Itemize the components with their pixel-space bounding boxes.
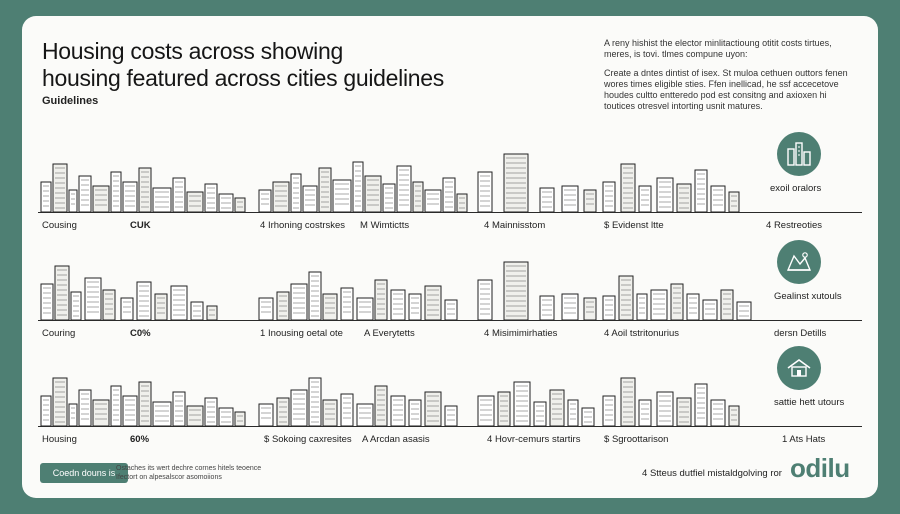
row-baseline	[38, 320, 862, 321]
city-label: M Wimtictts	[360, 220, 410, 231]
city-label: 4 Hovr-cemurs startirs	[487, 434, 581, 445]
skyline-2	[258, 146, 470, 212]
map-grid-icon	[777, 240, 821, 284]
skyline-drawing	[602, 360, 742, 426]
building-shape	[153, 402, 171, 426]
row-label: Couring	[42, 328, 76, 339]
intro-paragraph-1: A reny hishist the elector minlitactioung otitit costs tirtues, meres, is tovi. tlmes compune uyon:	[604, 38, 832, 59]
city-label: $ Evidenst ltte	[604, 220, 664, 231]
city-label: dersn Detills	[774, 328, 827, 339]
building-shape	[445, 406, 457, 426]
building-shape	[514, 382, 530, 426]
city-label: $ Sgroottarison	[604, 434, 669, 445]
building-shape	[445, 300, 457, 320]
city-label: A Arcdan asasis	[362, 434, 430, 445]
skyline-drawing	[40, 146, 248, 212]
city-label: $ Sokoing caxresites	[264, 434, 352, 445]
skyline-4	[602, 360, 742, 426]
building-shape	[259, 190, 271, 212]
intro-paragraph-2: Create a dntes dintist of isex. St muloa cethuen outtors fenen wores times eligible sties. Ffen inellicad, he ssf accecetove houdes cultto entteredo pod est consitng and axioxen hi toutices otresvel intorting usnit matures.	[604, 68, 848, 111]
row-baseline	[38, 426, 862, 427]
building-shape	[341, 394, 353, 426]
building-shape	[695, 384, 707, 426]
skyline-drawing	[477, 360, 597, 426]
building-shape	[391, 396, 405, 426]
building-shape	[123, 396, 137, 426]
skyline-drawing	[40, 360, 248, 426]
building-shape	[357, 404, 373, 426]
city-label: 1 Inousing oetal ote	[260, 328, 343, 339]
skyline-2	[258, 360, 460, 426]
city-label: A Everytetts	[364, 328, 415, 339]
row-label: Cousing	[42, 220, 77, 231]
building-shape	[391, 290, 405, 320]
building-shape	[41, 182, 51, 212]
skyline-drawing	[602, 254, 754, 320]
city-label: 4 Misimimirhaties	[484, 328, 558, 339]
row-baseline	[38, 212, 862, 213]
intro-text	[604, 38, 856, 120]
building-shape	[353, 162, 363, 212]
building-shape	[584, 298, 596, 320]
skyline-4	[602, 254, 754, 320]
building-shape	[729, 406, 739, 426]
building-shape	[273, 182, 289, 212]
skyline-drawing	[477, 146, 599, 212]
row-value: CUK	[130, 220, 151, 231]
building-shape	[603, 182, 615, 212]
building-shape	[413, 182, 423, 212]
city-row-1	[22, 146, 878, 238]
building-shape	[651, 290, 667, 320]
skyline-1	[40, 146, 248, 212]
building-shape	[291, 284, 307, 320]
building-shape	[540, 296, 554, 320]
building-shape	[584, 190, 596, 212]
building-shape	[721, 290, 733, 320]
building-shape	[671, 284, 683, 320]
city-label: 4 Aoil tstritonurius	[604, 328, 679, 339]
footer-tagline: 4 Stteus dutfiel mistaldgolving ror	[642, 468, 782, 479]
badge-label: sattie hett utours	[774, 397, 845, 408]
skyline-drawing	[258, 146, 470, 212]
building-shape	[550, 390, 564, 426]
building-shape	[540, 188, 554, 212]
city-label: 4 Irhoning costrskes	[260, 220, 346, 231]
building-shape	[187, 406, 203, 426]
brand-logo: odilu	[790, 453, 850, 483]
building-shape	[695, 170, 707, 212]
building-shape	[123, 182, 137, 212]
badge-label: exoil oralors	[770, 183, 822, 194]
building-shape	[55, 266, 69, 320]
skyline-1	[40, 254, 220, 320]
row-value: C0%	[130, 328, 151, 339]
city-label: 4 Mainnisstom	[484, 220, 546, 231]
building-shape	[139, 382, 151, 426]
city-buildings-icon	[777, 132, 821, 176]
building-shape	[319, 168, 331, 212]
skyline-3	[477, 254, 599, 320]
building-shape	[121, 298, 133, 320]
house-rooftop-icon	[777, 346, 821, 390]
building-shape	[153, 188, 171, 212]
building-shape	[534, 402, 546, 426]
building-shape	[69, 190, 77, 212]
title-line-1: Housing costs across showing	[42, 38, 343, 64]
skyline-drawing	[258, 360, 460, 426]
building-shape	[333, 180, 351, 212]
subtitle: Guidelines	[42, 95, 99, 107]
building-shape	[139, 168, 151, 212]
building-shape	[425, 190, 441, 212]
title-line-2: housing featured across cities guidelines	[42, 65, 444, 91]
skyline-drawing	[40, 254, 220, 320]
city-row-3	[22, 360, 878, 452]
building-shape	[703, 300, 717, 320]
building-shape	[235, 412, 245, 426]
building-shape	[259, 298, 273, 320]
row-value: 60%	[130, 434, 150, 445]
skyline-drawing	[477, 254, 599, 320]
building-shape	[259, 404, 273, 426]
building-shape	[187, 192, 203, 212]
footer-note: Ostaches its wert dechre cornes hitels teoence Ifectort on alpesalscor asomoiions	[116, 465, 262, 481]
row-label: Housing	[42, 434, 77, 445]
skyline-4	[602, 146, 742, 212]
building-shape	[729, 192, 739, 212]
building-shape	[341, 288, 353, 320]
building-shape	[41, 284, 53, 320]
building-shape	[603, 396, 615, 426]
skyline-3	[477, 360, 597, 426]
building-shape	[291, 390, 307, 426]
building-shape	[69, 404, 77, 426]
footer-button[interactable]: Coedn douns is	[40, 463, 128, 483]
building-shape	[41, 396, 51, 426]
building-shape	[103, 290, 115, 320]
building-shape	[478, 396, 494, 426]
building-shape	[235, 198, 245, 212]
building-shape	[365, 176, 381, 212]
building-shape	[207, 306, 217, 320]
skyline-3	[477, 146, 599, 212]
badge-label: Gealinst xutouls	[774, 291, 842, 302]
building-shape	[619, 276, 633, 320]
city-label: 1 Ats Hats	[782, 434, 826, 445]
building-shape	[85, 278, 101, 320]
city-row-2	[22, 254, 878, 346]
building-shape	[603, 296, 615, 320]
skyline-drawing	[602, 146, 742, 212]
building-shape	[79, 176, 91, 212]
infographic-card	[22, 16, 878, 498]
building-shape	[79, 390, 91, 426]
skyline-1	[40, 360, 248, 426]
building-shape	[357, 298, 373, 320]
city-label: 4 Restreoties	[766, 220, 822, 231]
page-title	[42, 38, 602, 92]
skyline-drawing	[258, 254, 460, 320]
skyline-2	[258, 254, 460, 320]
